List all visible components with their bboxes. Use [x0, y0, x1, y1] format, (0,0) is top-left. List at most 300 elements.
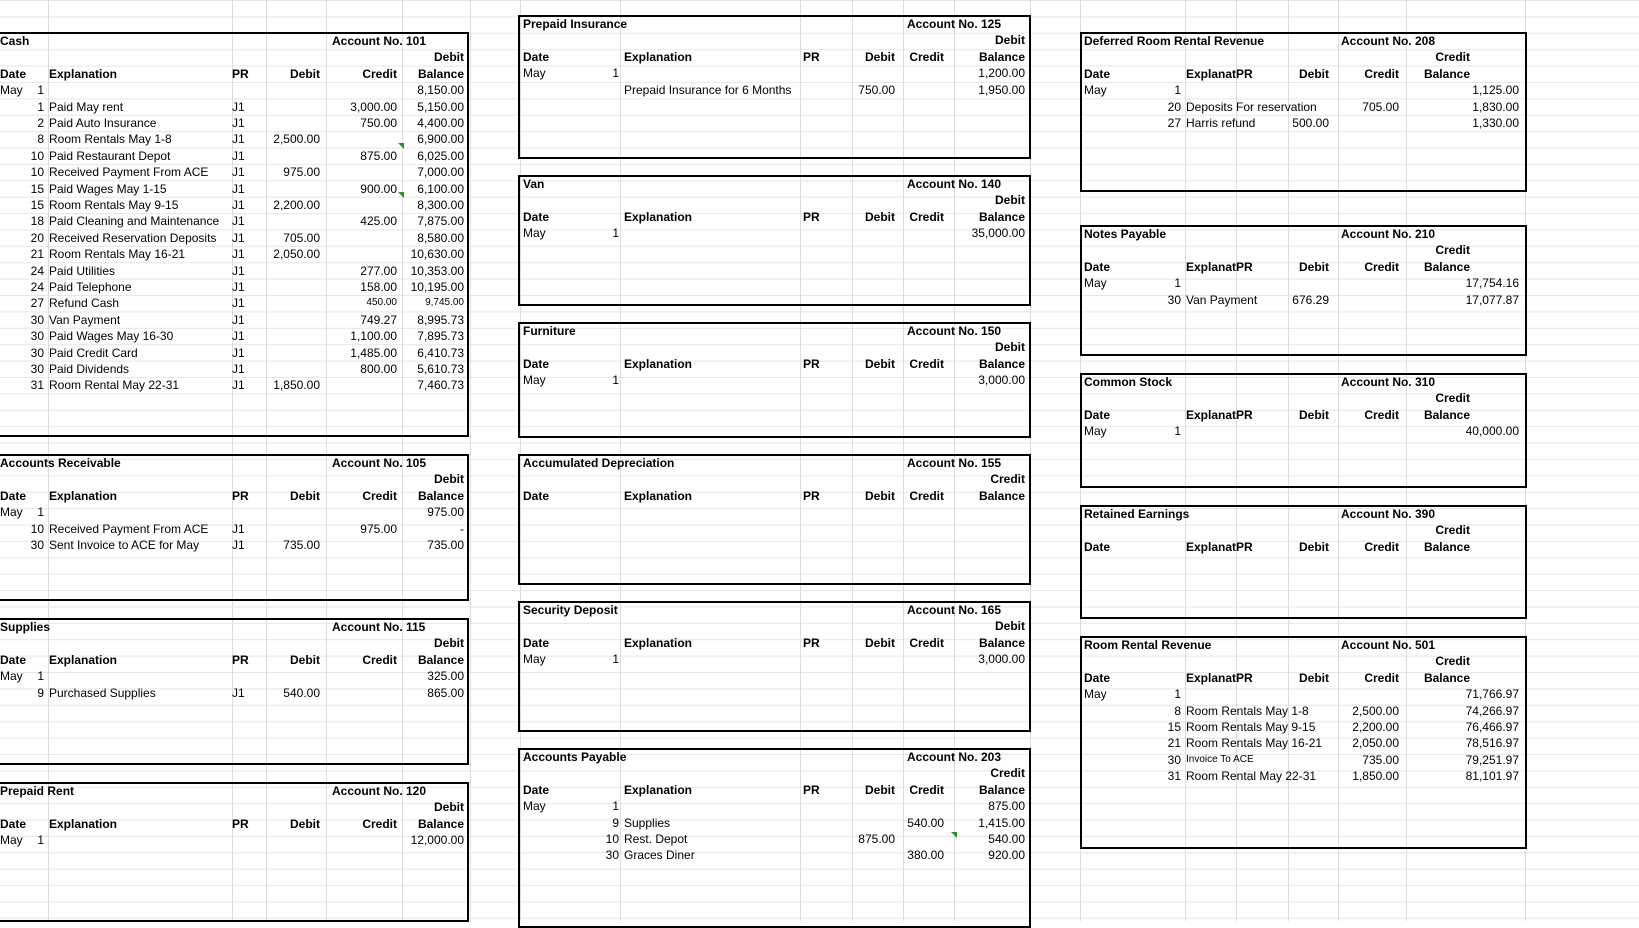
pr-cell[interactable]: J1: [232, 378, 245, 393]
balance-cell[interactable]: 10,195.00: [410, 280, 464, 294]
credit-cell[interactable]: 750.00: [360, 116, 397, 130]
explanation-cell[interactable]: Invoice To ACE: [1186, 753, 1254, 765]
balance-cell[interactable]: 3,000.00: [978, 652, 1025, 667]
balance-cell[interactable]: 78,516.97: [1465, 736, 1519, 751]
pr-cell[interactable]: J1: [232, 345, 245, 360]
col-date-header[interactable]: Date: [0, 66, 27, 81]
col-credit-header[interactable]: Credit: [909, 356, 944, 371]
explanation-cell[interactable]: Graces Diner: [624, 848, 695, 863]
credit-cell[interactable]: 380.00: [907, 848, 944, 863]
col-credit-header[interactable]: Credit: [362, 66, 397, 81]
explanation-cell[interactable]: Paid May rent: [49, 99, 124, 114]
account-title[interactable]: Accumulated Depreciation: [523, 456, 675, 470]
account-number[interactable]: Account No. 310: [1341, 375, 1436, 389]
balance-cell[interactable]: 71,766.97: [1465, 687, 1519, 702]
col-explanation-header[interactable]: Explanation: [624, 782, 693, 797]
day-cell[interactable]: 2: [37, 116, 44, 130]
account-number[interactable]: Account No. 203: [907, 750, 1002, 764]
col-pr-header[interactable]: PR: [232, 66, 249, 81]
col-date-header[interactable]: Date: [523, 49, 550, 64]
col-explanation-header[interactable]: Explanat: [1186, 66, 1237, 81]
debit-cell[interactable]: 2,050.00: [273, 247, 320, 262]
col-credit-header[interactable]: Credit: [909, 635, 944, 650]
col-debit-header[interactable]: Debit: [290, 66, 320, 81]
balance-cell[interactable]: 8,300.00: [417, 198, 464, 212]
explanation-cell[interactable]: Paid Utilities: [49, 263, 116, 278]
balance-cell[interactable]: 7,875.00: [417, 214, 464, 229]
account-title[interactable]: Supplies: [0, 620, 51, 634]
account-title[interactable]: Van: [523, 177, 545, 191]
day-cell[interactable]: 1: [612, 799, 619, 814]
explanation-cell[interactable]: Refund Cash: [49, 296, 120, 311]
balance-cell[interactable]: 17,077.87: [1465, 292, 1519, 307]
day-cell[interactable]: 15: [30, 198, 44, 212]
normal-balance-label[interactable]: Debit: [995, 340, 1025, 355]
day-cell[interactable]: 20: [30, 230, 44, 245]
balance-cell[interactable]: 6,025.00: [417, 148, 464, 163]
col-credit-header[interactable]: Credit: [909, 209, 944, 224]
col-debit-header[interactable]: Debit: [1299, 670, 1329, 685]
pr-cell[interactable]: J1: [232, 116, 245, 130]
col-pr-header[interactable]: PR: [232, 488, 249, 503]
day-cell[interactable]: 1: [612, 226, 619, 241]
account-title[interactable]: Furniture: [523, 324, 576, 338]
col-credit-header[interactable]: Credit: [1364, 670, 1399, 685]
credit-cell[interactable]: 1,485.00: [350, 345, 397, 360]
explanation-cell[interactable]: Prepaid Insurance for 6 Months: [624, 82, 792, 97]
col-date-header[interactable]: Date: [1084, 66, 1111, 81]
day-cell[interactable]: 1: [37, 505, 44, 520]
col-debit-header[interactable]: Debit: [1299, 539, 1329, 554]
col-balance-header[interactable]: Balance: [978, 488, 1025, 503]
account-number[interactable]: Account No. 210: [1341, 227, 1436, 241]
col-explanation-header[interactable]: Explanation: [624, 488, 693, 503]
day-cell[interactable]: 24: [30, 263, 44, 278]
col-debit-header[interactable]: Debit: [865, 782, 895, 797]
debit-cell[interactable]: 540.00: [283, 685, 320, 700]
debit-cell[interactable]: 750.00: [858, 82, 895, 97]
col-explanation-header[interactable]: Explanat: [1186, 539, 1237, 554]
balance-cell[interactable]: 1,200.00: [978, 66, 1025, 81]
account-number[interactable]: Account No. 165: [907, 603, 1002, 617]
account-number[interactable]: Account No. 125: [907, 17, 1002, 31]
col-date-header[interactable]: Date: [0, 488, 27, 503]
col-debit-header[interactable]: Debit: [1299, 259, 1329, 274]
balance-cell[interactable]: 12,000.00: [410, 833, 464, 848]
col-date-header[interactable]: Date: [523, 635, 550, 650]
debit-cell[interactable]: 705.00: [283, 230, 320, 245]
col-balance-header[interactable]: Balance: [1423, 407, 1470, 422]
col-pr-header[interactable]: PR: [232, 652, 249, 667]
account-title[interactable]: Room Rental Revenue: [1084, 638, 1212, 652]
day-cell[interactable]: 15: [30, 181, 44, 196]
day-cell[interactable]: 30: [30, 538, 44, 552]
explanation-cell[interactable]: Paid Restaurant Depot: [49, 148, 171, 163]
balance-cell[interactable]: 74,266.97: [1465, 703, 1519, 718]
explanation-cell[interactable]: Sent Invoice to ACE for May: [49, 538, 200, 552]
pr-cell[interactable]: J1: [232, 329, 245, 344]
day-cell[interactable]: 1: [37, 833, 44, 848]
balance-cell[interactable]: 81,101.97: [1465, 769, 1519, 784]
account-number[interactable]: Account No. 115: [332, 620, 426, 634]
col-balance-header[interactable]: Balance: [1423, 539, 1470, 554]
account-number[interactable]: Account No. 120: [332, 784, 427, 798]
normal-balance-label[interactable]: Debit: [995, 193, 1025, 208]
day-cell[interactable]: 10: [30, 521, 44, 536]
normal-balance-label[interactable]: Credit: [990, 472, 1025, 487]
explanation-cell[interactable]: Rest. Depot: [624, 832, 688, 846]
col-pr-header[interactable]: PR: [1236, 407, 1253, 422]
pr-cell[interactable]: J1: [232, 230, 245, 245]
col-debit-header[interactable]: Debit: [290, 488, 320, 503]
day-cell[interactable]: 1: [1174, 83, 1181, 98]
col-pr-header[interactable]: PR: [803, 782, 820, 797]
explanation-cell[interactable]: Van Payment: [49, 312, 121, 327]
month-cell[interactable]: May: [523, 799, 546, 814]
col-pr-header[interactable]: PR: [803, 49, 820, 64]
balance-cell[interactable]: 9,745.00: [425, 297, 464, 309]
day-cell[interactable]: 27: [1167, 116, 1181, 130]
month-cell[interactable]: May: [523, 66, 546, 81]
col-date-header[interactable]: Date: [1084, 539, 1111, 554]
explanation-cell[interactable]: Paid Dividends: [49, 362, 130, 376]
day-cell[interactable]: 1: [1174, 276, 1181, 291]
pr-cell[interactable]: J1: [232, 296, 245, 311]
account-title[interactable]: Security Deposit: [523, 603, 618, 617]
col-date-header[interactable]: Date: [1084, 670, 1111, 685]
day-cell[interactable]: 30: [30, 345, 44, 360]
debit-cell[interactable]: 1,850.00: [273, 378, 320, 393]
credit-cell[interactable]: 3,000.00: [350, 99, 397, 114]
col-credit-header[interactable]: Credit: [909, 49, 944, 64]
col-balance-header[interactable]: Balance: [978, 782, 1025, 797]
balance-cell[interactable]: -: [460, 521, 464, 536]
col-debit-header[interactable]: Debit: [290, 816, 320, 831]
col-pr-header[interactable]: PR: [232, 816, 249, 831]
account-title[interactable]: Notes Payable: [1084, 227, 1167, 241]
month-cell[interactable]: May: [1084, 83, 1107, 98]
pr-cell[interactable]: J1: [232, 99, 245, 114]
col-credit-header[interactable]: Credit: [909, 488, 944, 503]
month-cell[interactable]: May: [523, 226, 546, 241]
normal-balance-label[interactable]: Debit: [434, 50, 464, 65]
col-credit-header[interactable]: Credit: [1364, 407, 1399, 422]
month-cell[interactable]: May: [523, 652, 546, 667]
day-cell[interactable]: 1: [37, 99, 44, 114]
explanation-cell[interactable]: Room Rental May 22-31: [49, 378, 180, 393]
balance-cell[interactable]: 8,580.00: [417, 230, 464, 245]
col-credit-header[interactable]: Credit: [362, 652, 397, 667]
account-title[interactable]: Deferred Room Rental Revenue: [1084, 34, 1265, 48]
credit-cell[interactable]: 705.00: [1362, 99, 1399, 114]
balance-cell[interactable]: 35,000.00: [971, 226, 1025, 241]
pr-cell[interactable]: J1: [232, 214, 245, 229]
balance-cell[interactable]: 17,754.16: [1465, 276, 1519, 291]
col-balance-header[interactable]: Balance: [1423, 259, 1470, 274]
col-date-header[interactable]: Date: [523, 782, 550, 797]
account-number[interactable]: Account No. 105: [332, 456, 427, 470]
explanation-cell[interactable]: Supplies: [624, 815, 671, 830]
col-date-header[interactable]: Date: [523, 356, 550, 371]
col-explanation-header[interactable]: Explanat: [1186, 407, 1237, 422]
credit-cell[interactable]: 900.00: [360, 181, 397, 196]
col-balance-header[interactable]: Balance: [978, 49, 1025, 64]
account-title[interactable]: Accounts Receivable: [0, 456, 121, 470]
col-credit-header[interactable]: Credit: [1364, 66, 1399, 81]
day-cell[interactable]: 1: [612, 373, 619, 388]
day-cell[interactable]: 20: [1167, 99, 1181, 114]
pr-cell[interactable]: J1: [232, 263, 245, 278]
pr-cell[interactable]: J1: [232, 362, 245, 376]
day-cell[interactable]: 15: [1167, 720, 1181, 734]
balance-cell[interactable]: 325.00: [427, 669, 464, 684]
debit-cell[interactable]: 2,500.00: [273, 132, 320, 147]
debit-cell[interactable]: 2,200.00: [273, 198, 320, 212]
day-cell[interactable]: 21: [30, 247, 44, 262]
day-cell[interactable]: 10: [30, 148, 44, 163]
col-explanation-header[interactable]: Explanat: [1186, 259, 1237, 274]
col-balance-header[interactable]: Balance: [1423, 670, 1470, 685]
explanation-cell[interactable]: Harris refund: [1186, 116, 1256, 130]
credit-cell[interactable]: 540.00: [907, 815, 944, 830]
col-date-header[interactable]: Date: [523, 488, 550, 503]
col-explanation-header[interactable]: Explanat: [1186, 670, 1237, 685]
explanation-cell[interactable]: Room Rentals May 9-15: [1186, 720, 1316, 734]
day-cell[interactable]: 10: [30, 165, 44, 180]
debit-cell[interactable]: 500.00: [1292, 116, 1329, 130]
col-date-header[interactable]: Date: [0, 652, 27, 667]
col-debit-header[interactable]: Debit: [865, 209, 895, 224]
explanation-cell[interactable]: Paid Cleaning and Maintenance: [49, 214, 220, 229]
col-debit-header[interactable]: Debit: [865, 49, 895, 64]
credit-cell[interactable]: 875.00: [360, 148, 397, 163]
col-balance-header[interactable]: Balance: [978, 209, 1025, 224]
col-balance-header[interactable]: Balance: [1423, 66, 1470, 81]
month-cell[interactable]: May: [0, 669, 23, 684]
balance-cell[interactable]: 1,950.00: [978, 82, 1025, 97]
balance-cell[interactable]: 40,000.00: [1465, 424, 1519, 439]
col-pr-header[interactable]: PR: [1236, 66, 1253, 81]
col-balance-header[interactable]: Balance: [978, 356, 1025, 371]
explanation-cell[interactable]: Room Rentals May 1-8: [1186, 703, 1309, 718]
credit-cell[interactable]: 1,100.00: [350, 329, 397, 344]
credit-cell[interactable]: 735.00: [1362, 752, 1399, 767]
month-cell[interactable]: May: [1084, 424, 1107, 439]
credit-cell[interactable]: 2,050.00: [1352, 736, 1399, 751]
balance-cell[interactable]: 8,150.00: [417, 83, 464, 98]
pr-cell[interactable]: J1: [232, 148, 245, 163]
day-cell[interactable]: 24: [30, 280, 44, 294]
cell-error-marker-icon[interactable]: [398, 143, 404, 149]
balance-cell[interactable]: 1,830.00: [1472, 99, 1519, 114]
explanation-cell[interactable]: Room Rentals May 16-21: [1186, 736, 1323, 751]
normal-balance-label[interactable]: Debit: [434, 636, 464, 651]
col-explanation-header[interactable]: Explanation: [624, 209, 693, 224]
pr-cell[interactable]: J1: [232, 280, 245, 294]
balance-cell[interactable]: 4,400.00: [417, 116, 464, 130]
day-cell[interactable]: 18: [30, 214, 44, 229]
normal-balance-label[interactable]: Credit: [1435, 523, 1470, 538]
col-pr-header[interactable]: PR: [803, 488, 820, 503]
balance-cell[interactable]: 10,353.00: [410, 263, 464, 278]
normal-balance-label[interactable]: Credit: [1435, 243, 1470, 258]
credit-cell[interactable]: 1,850.00: [1352, 769, 1399, 784]
explanation-cell[interactable]: Room Rentals May 1-8: [49, 132, 172, 147]
credit-cell[interactable]: 800.00: [360, 362, 397, 376]
pr-cell[interactable]: J1: [232, 181, 245, 196]
day-cell[interactable]: 1: [612, 66, 619, 81]
col-date-header[interactable]: Date: [523, 209, 550, 224]
month-cell[interactable]: May: [0, 833, 23, 848]
explanation-cell[interactable]: Received Payment From ACE: [49, 165, 209, 180]
pr-cell[interactable]: J1: [232, 132, 245, 147]
balance-cell[interactable]: 5,150.00: [417, 99, 464, 114]
explanation-cell[interactable]: Received Payment From ACE: [49, 521, 209, 536]
credit-cell[interactable]: 425.00: [360, 214, 397, 229]
account-title[interactable]: Prepaid Insurance: [523, 17, 628, 31]
col-date-header[interactable]: Date: [0, 816, 27, 831]
pr-cell[interactable]: J1: [232, 198, 245, 212]
col-explanation-header[interactable]: Explanation: [49, 652, 118, 667]
day-cell[interactable]: 27: [30, 296, 44, 311]
month-cell[interactable]: May: [523, 373, 546, 388]
explanation-cell[interactable]: Van Payment: [1186, 292, 1258, 307]
pr-cell[interactable]: J1: [232, 312, 245, 327]
account-title[interactable]: Accounts Payable: [523, 750, 627, 764]
account-number[interactable]: Account No. 140: [907, 177, 1002, 191]
pr-cell[interactable]: J1: [232, 521, 245, 536]
pr-cell[interactable]: J1: [232, 247, 245, 262]
account-number[interactable]: Account No. 501: [1341, 638, 1436, 652]
balance-cell[interactable]: 3,000.00: [978, 373, 1025, 388]
balance-cell[interactable]: 875.00: [988, 799, 1025, 814]
day-cell[interactable]: 30: [30, 362, 44, 376]
col-debit-header[interactable]: Debit: [865, 488, 895, 503]
col-explanation-header[interactable]: Explanation: [49, 66, 118, 81]
normal-balance-label[interactable]: Credit: [1435, 391, 1470, 406]
col-balance-header[interactable]: Balance: [417, 816, 464, 831]
col-pr-header[interactable]: PR: [803, 635, 820, 650]
col-explanation-header[interactable]: Explanation: [49, 488, 118, 503]
day-cell[interactable]: 10: [605, 832, 619, 846]
day-cell[interactable]: 1: [1174, 424, 1181, 439]
col-debit-header[interactable]: Debit: [290, 652, 320, 667]
normal-balance-label[interactable]: Credit: [990, 766, 1025, 781]
account-number[interactable]: Account No. 150: [907, 324, 1002, 338]
col-pr-header[interactable]: PR: [803, 356, 820, 371]
account-number[interactable]: Account No. 390: [1341, 507, 1436, 521]
col-debit-header[interactable]: Debit: [865, 356, 895, 371]
account-number[interactable]: Account No. 155: [907, 456, 1002, 470]
col-credit-header[interactable]: Credit: [909, 782, 944, 797]
explanation-cell[interactable]: Received Reservation Deposits: [49, 230, 217, 245]
day-cell[interactable]: 21: [1167, 736, 1181, 751]
credit-cell[interactable]: 2,500.00: [1352, 703, 1399, 718]
day-cell[interactable]: 30: [1167, 752, 1181, 767]
pr-cell[interactable]: J1: [232, 685, 245, 700]
col-pr-header[interactable]: PR: [803, 209, 820, 224]
col-pr-header[interactable]: PR: [1236, 670, 1253, 685]
balance-cell[interactable]: 1,415.00: [978, 815, 1025, 830]
day-cell[interactable]: 1: [1174, 687, 1181, 702]
account-number[interactable]: Account No. 101: [332, 34, 427, 48]
balance-cell[interactable]: 8,995.73: [417, 312, 464, 327]
credit-cell[interactable]: 749.27: [360, 312, 397, 327]
account-title[interactable]: Common Stock: [1084, 375, 1173, 389]
month-cell[interactable]: May: [1084, 276, 1107, 291]
normal-balance-label[interactable]: Debit: [434, 800, 464, 815]
explanation-cell[interactable]: Paid Wages May 1-15: [49, 181, 167, 196]
balance-cell[interactable]: 6,100.00: [417, 181, 464, 196]
normal-balance-label[interactable]: Debit: [995, 619, 1025, 634]
account-title[interactable]: Prepaid Rent: [0, 784, 75, 798]
explanation-cell[interactable]: Room Rentals May 16-21: [49, 247, 186, 262]
day-cell[interactable]: 8: [37, 132, 44, 147]
balance-cell[interactable]: 79,251.97: [1465, 752, 1519, 767]
col-debit-header[interactable]: Debit: [1299, 66, 1329, 81]
credit-cell[interactable]: 2,200.00: [1352, 720, 1399, 734]
balance-cell[interactable]: 920.00: [988, 848, 1025, 863]
balance-cell[interactable]: 6,410.73: [417, 345, 464, 360]
day-cell[interactable]: 30: [30, 329, 44, 344]
normal-balance-label[interactable]: Credit: [1435, 654, 1470, 669]
balance-cell[interactable]: 7,000.00: [417, 165, 464, 180]
account-title[interactable]: Cash: [0, 34, 30, 48]
explanation-cell[interactable]: Deposits For reservation: [1186, 99, 1317, 114]
col-explanation-header[interactable]: Explanation: [49, 816, 118, 831]
credit-cell[interactable]: 975.00: [360, 521, 397, 536]
balance-cell[interactable]: 7,895.73: [417, 329, 464, 344]
credit-cell[interactable]: 277.00: [360, 263, 397, 278]
balance-cell[interactable]: 10,630.00: [410, 247, 464, 262]
balance-cell[interactable]: 7,460.73: [417, 378, 464, 393]
col-date-header[interactable]: Date: [1084, 407, 1111, 422]
col-balance-header[interactable]: Balance: [417, 652, 464, 667]
day-cell[interactable]: 9: [37, 685, 44, 700]
day-cell[interactable]: 31: [1167, 769, 1181, 784]
balance-cell[interactable]: 1,330.00: [1472, 116, 1519, 130]
col-credit-header[interactable]: Credit: [362, 816, 397, 831]
cell-error-marker-icon[interactable]: [951, 832, 957, 838]
col-explanation-header[interactable]: Explanation: [624, 635, 693, 650]
col-pr-header[interactable]: PR: [1236, 259, 1253, 274]
credit-cell[interactable]: 158.00: [360, 280, 397, 294]
balance-cell[interactable]: 5,610.73: [417, 362, 464, 376]
balance-cell[interactable]: 6,900.00: [417, 132, 464, 147]
normal-balance-label[interactable]: Debit: [995, 33, 1025, 48]
explanation-cell[interactable]: Paid Auto Insurance: [49, 116, 157, 130]
day-cell[interactable]: 9: [612, 815, 619, 830]
balance-cell[interactable]: 540.00: [988, 832, 1025, 846]
col-balance-header[interactable]: Balance: [417, 66, 464, 81]
cell-error-marker-icon[interactable]: [398, 192, 404, 198]
col-credit-header[interactable]: Credit: [1364, 539, 1399, 554]
account-number[interactable]: Account No. 208: [1341, 34, 1436, 48]
day-cell[interactable]: 30: [605, 848, 619, 863]
col-balance-header[interactable]: Balance: [978, 635, 1025, 650]
col-debit-header[interactable]: Debit: [865, 635, 895, 650]
balance-cell[interactable]: 735.00: [427, 538, 464, 552]
day-cell[interactable]: 1: [37, 83, 44, 98]
month-cell[interactable]: May: [0, 83, 23, 98]
balance-cell[interactable]: 865.00: [427, 685, 464, 700]
day-cell[interactable]: 31: [30, 378, 44, 393]
normal-balance-label[interactable]: Debit: [434, 472, 464, 487]
explanation-cell[interactable]: Paid Credit Card: [49, 345, 138, 360]
credit-cell[interactable]: 450.00: [366, 297, 397, 309]
account-title[interactable]: Retained Earnings: [1084, 507, 1190, 521]
col-debit-header[interactable]: Debit: [1299, 407, 1329, 422]
